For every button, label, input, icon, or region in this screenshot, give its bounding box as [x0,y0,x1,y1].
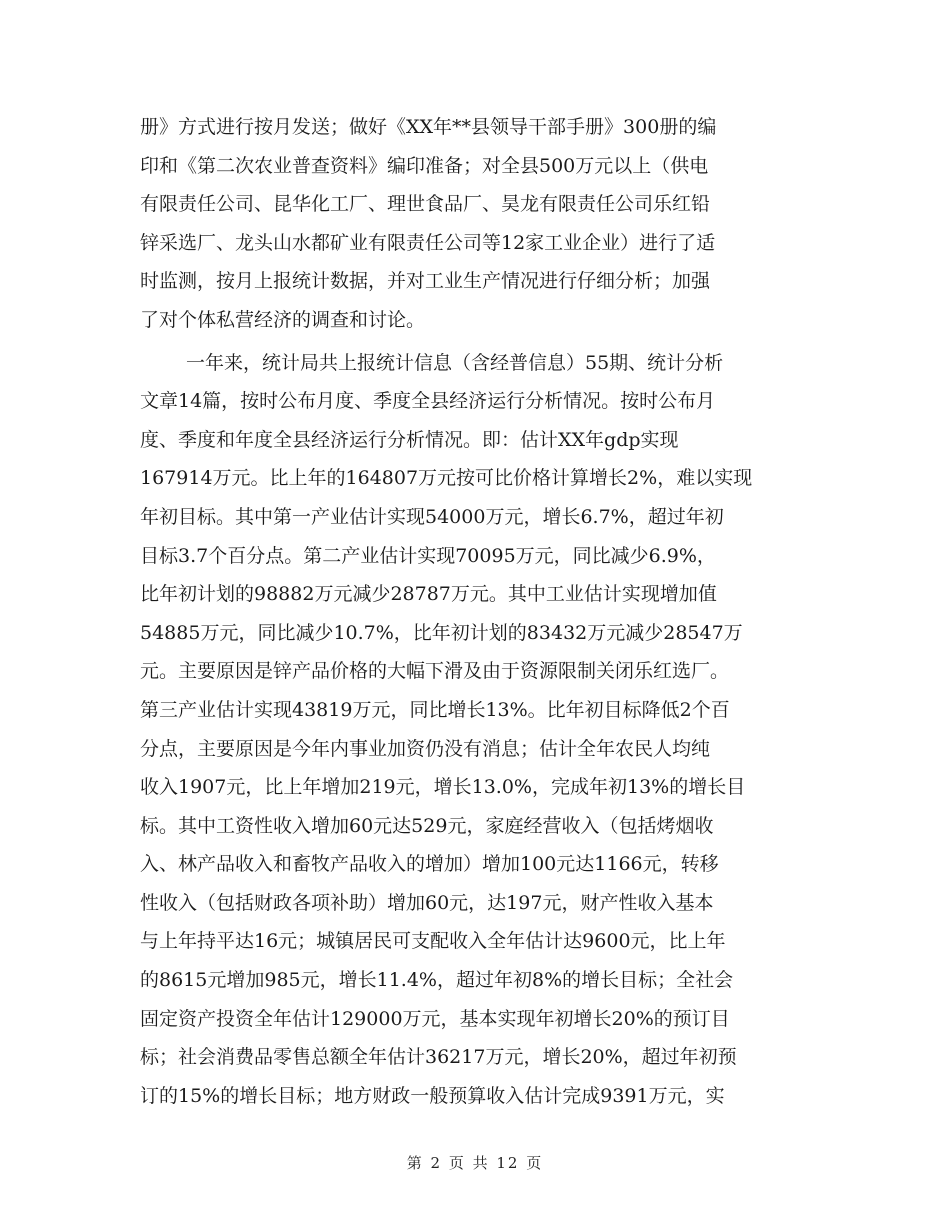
text-line: 与上年持平达16元；城镇居民可支配收入全年估计达9600元，比上年 [140,930,726,953]
text-line: 锌采选厂、龙头山水都矿业有限责任公司等12家工业企业）进行了适 [140,231,716,254]
text-line: 时监测，按月上报统计数据，并对工业生产情况进行仔细分析；加强 [140,270,711,293]
text-line: 度、季度和年度全县经济运行分析情况。即：估计XX年gdp实现 [140,428,679,451]
text-line: 了对个体私营经济的调查和讨论。 [140,308,426,331]
text-line: 第三产业估计实现43819万元，同比增长13%。比年初目标降低2个百 [140,698,730,721]
text-line: 收入1907元，比上年增加219元，增长13.0%，完成年初13%的增长目 [140,776,746,799]
text-line: 有限责任公司、昆华化工厂、理世食品厂、昊龙有限责任公司乐红铅 [140,193,711,216]
text-line: 比年初计划的98882万元减少28787万元。其中工业估计实现增加值 [140,583,717,606]
page-footer: 第 2 页 共 12 页 [406,1154,544,1172]
text-line: 年初目标。其中第一产业估计实现54000万元，增长6.7%，超过年初 [140,505,724,528]
text-line: 印和《第二次农业普查资料》编印准备；对全县500万元以上（供电 [140,154,709,177]
text-line: 文章14篇，按时公布月度、季度全县经济运行分析情况。按时公布月 [140,390,716,413]
document-body [140,108,812,1115]
text-line: 入、林产品收入和畜牧产品收入的增加）增加100元达1166元，转移 [140,853,719,876]
text-line: 54885万元，同比减少10.7%，比年初计划的83432万元减少28547万 [140,621,743,644]
text-line: 册》方式进行按月发送；做好《XX年**县领导干部手册》300册的编 [140,116,717,138]
text-line: 一年来，统计局共上报统计信息（含经普信息）55期、统计分析 [186,351,724,374]
text-line: 标；社会消费品零售总额全年估计36217万元，增长20%，超过年初预 [140,1046,737,1069]
text-line: 固定资产投资全年估计129000万元，基本实现年初增长20%的预订目 [140,1007,730,1030]
text-line: 订的15%的增长目标；地方财政一般预算收入估计完成9391万元，实 [140,1084,725,1107]
text-line: 的8615元增加985元，增长11.4%，超过年初8%的增长目标；全社会 [140,969,734,992]
text-line: 元。主要原因是锌产品价格的大幅下滑及由于资源限制关闭乐红选厂。 [140,660,730,683]
text-line: 性收入（包括财政各项补助）增加60元，达197元，财产性收入基本 [140,891,714,914]
paragraph [140,344,812,1116]
text-line: 目标3.7个百分点。第二产业估计实现70095万元，同比减少6.9%， [140,544,716,567]
text-line: 分点，主要原因是今年内事业加资仍没有消息；估计全年农民人均纯 [140,737,711,760]
text-line: 标。其中工资性收入增加60元达529元，家庭经营收入（包括烤烟收 [140,814,714,837]
paragraph [140,108,812,340]
text-line: 167914万元。比上年的164807万元按可比价格计算增长2%，难以实现 [140,467,753,490]
